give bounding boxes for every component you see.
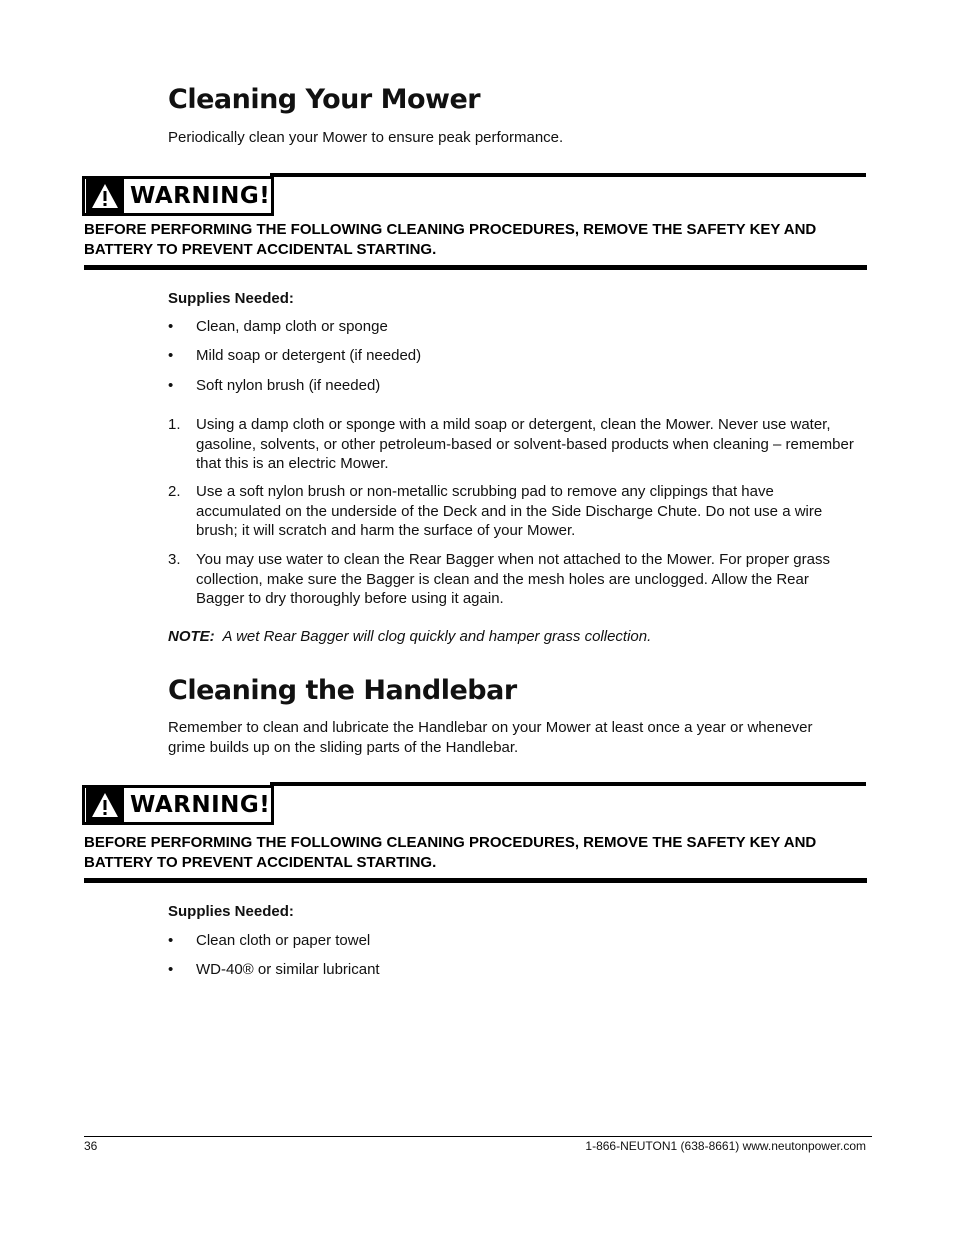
supplies-heading: Supplies Needed: <box>168 290 294 307</box>
page-number: 36 <box>84 1139 98 1153</box>
warning-triangle-icon <box>86 788 124 822</box>
section-intro: Remember to clean and lubricate the Handlebar on your Mower at least once a year or whenever grime builds up on the sliding parts of the Handlebar. <box>168 719 813 756</box>
warning-label: WARNING! <box>130 792 271 818</box>
list-item-text: Soft nylon brush (if needed) <box>196 377 381 394</box>
list-item-text: Clean, damp cloth or sponge <box>196 318 388 335</box>
list-item-text: Clean cloth or paper towel <box>196 932 371 949</box>
bullet-dot: • <box>168 377 174 394</box>
step-number: 3. <box>168 551 181 568</box>
step-text: Using a damp cloth or sponge with a mild soap or detergent, clean the Mower. Never use water, gasoline, solvents, or other petroleum-based or solvent-based products when cleaning – remember that this is an electric Mower. <box>196 416 854 472</box>
step-text: Use a soft nylon brush or non-metallic scrubbing pad to remove any clippings that have accumulated on the underside of the Deck and in the Side Discharge Chute. Do not use a wire brush; it will scratch and harm the surface of your Mower. <box>196 483 823 539</box>
step-text: You may use water to clean the Rear Bagger when not attached to the Mower. For proper grass collection, make sure the Bagger is clean and the mesh holes are unclogged. Allow the Rear Bagger to dry thoroughly before using it again. <box>196 551 830 607</box>
bullet-dot: • <box>168 961 174 978</box>
supplies-heading: Supplies Needed: <box>168 903 294 920</box>
bullet-dot: • <box>168 347 174 364</box>
warning-bottom-rule <box>84 265 867 270</box>
list-item-text: WD-40® or similar lubricant <box>196 961 380 978</box>
bullet-dot: • <box>168 932 174 949</box>
footer-rule <box>84 1136 872 1137</box>
bullet-dot: • <box>168 318 174 335</box>
section-intro: Periodically clean your Mower to ensure peak performance. <box>168 129 564 146</box>
warning-top-rule <box>270 782 866 786</box>
warning-text: BEFORE PERFORMING THE FOLLOWING CLEANING PROCEDURES, REMOVE THE SAFETY KEY AND BATTERY TO PREVENT ACCIDENTAL STARTING. <box>84 221 817 258</box>
list-item-text: Mild soap or detergent (if needed) <box>196 347 422 364</box>
warning-triangle-icon <box>86 179 124 213</box>
warning-top-rule <box>270 173 866 177</box>
note-label: NOTE: <box>168 628 215 645</box>
section-title-cleaning-handlebar: Cleaning the Handlebar <box>168 675 517 706</box>
footer-contact: 1-866-NEUTON1 (638-8661) www.neutonpower.com <box>585 1139 866 1153</box>
warning-badge <box>82 176 274 216</box>
note <box>168 627 651 647</box>
warning-bottom-rule <box>84 878 867 883</box>
warning-text: BEFORE PERFORMING THE FOLLOWING CLEANING PROCEDURES, REMOVE THE SAFETY KEY AND BATTERY TO PREVENT ACCIDENTAL STARTING. <box>84 834 817 871</box>
warning-label: WARNING! <box>130 183 271 209</box>
section-title-cleaning-mower: Cleaning Your Mower <box>168 84 481 115</box>
warning-badge <box>82 785 274 825</box>
step-number: 1. <box>168 416 181 433</box>
step-number: 2. <box>168 483 181 500</box>
note-text: A wet Rear Bagger will clog quickly and hamper grass collection. <box>222 628 652 645</box>
